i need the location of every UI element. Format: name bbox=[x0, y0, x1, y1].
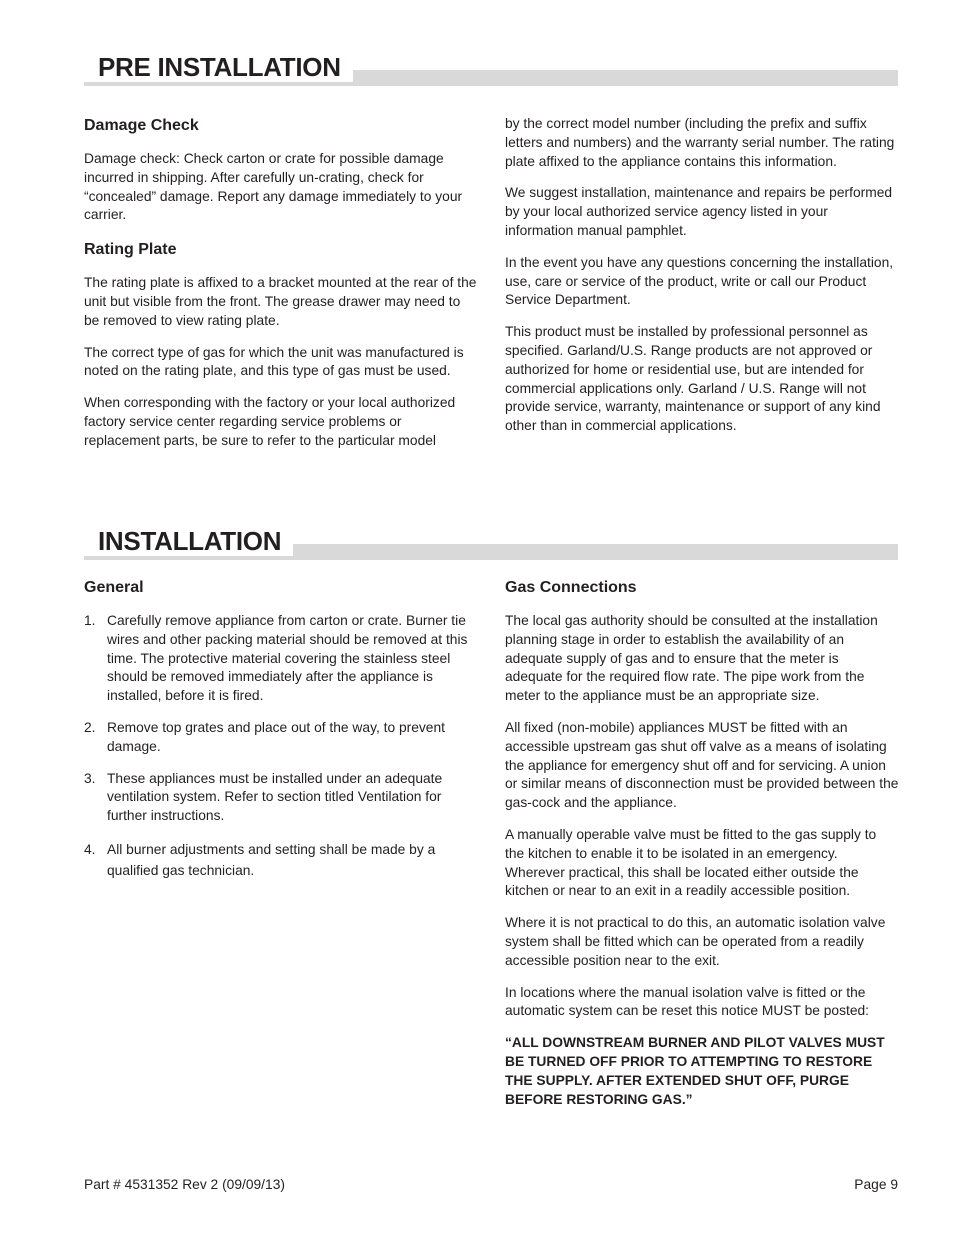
general-step-1 bbox=[84, 612, 478, 706]
pre-installation-title: PRE INSTALLATION bbox=[84, 52, 353, 82]
rating-plate-heading: Rating Plate bbox=[84, 241, 177, 259]
restore-gas-warning: “ALL DOWNSTREAM BURNER AND PILOT VALVES MUST BE TURNED OFF PRIOR TO ATTEMPTING TO RESTORE THE SUPPLY. AFTER EXTENDED SHUT OFF, PURGE BEFORE RESTORING GAS.” bbox=[505, 1035, 885, 1107]
commercial-use-paragraph: This product must be installed by professional personnel as specified. Garland/U.S. Range products are not approved or authorized for home or residential use, but are intended for commercial applications only. Garland / U.S. Range will not provide service, warranty, maintenance or support of any kind other than in commercial applications. bbox=[505, 324, 881, 434]
pre-installation-right-column bbox=[505, 115, 899, 436]
step-number: 2. bbox=[84, 719, 96, 735]
step-number: 1. bbox=[84, 613, 96, 628]
step-text: Remove top grates and place out of the way, to prevent damage. bbox=[107, 719, 445, 754]
rating-plate-paragraph-3: When corresponding with the factory or your local authorized factory service center regarding service problems or replacement parts, be sure to refer to the particular model bbox=[84, 395, 456, 448]
step-text: Carefully remove appliance from carton or crate. Burner tie wires and other packing material should be removed at this time. The protective material covering the stainless steel should be removed immediately after the appliance is installed, before it is fired. bbox=[107, 613, 468, 704]
pre-installation-left-column bbox=[84, 116, 478, 451]
step-number: 3. bbox=[84, 770, 96, 786]
gas-connections-column bbox=[505, 578, 899, 1109]
gas-connections-heading: Gas Connections bbox=[505, 579, 637, 596]
rating-plate-paragraph-2: The correct type of gas for which the unit was manufactured is noted on the rating plate, and this type of gas must be used. bbox=[84, 344, 464, 379]
damage-check-heading: Damage Check bbox=[84, 117, 199, 134]
general-step-3 bbox=[84, 770, 478, 826]
installation-title: INSTALLATION bbox=[84, 526, 293, 556]
notice-paragraph: In locations where the manual isolation valve is fitted or the automatic system can be reset this notice MUST be posted: bbox=[505, 984, 870, 1019]
damage-check-text: Damage check: Check carton or crate for possible damage incurred in shipping. After carefully un-crating, check for “concealed” damage. Report any damage immediately to your carrier. bbox=[84, 151, 463, 223]
general-column bbox=[84, 578, 478, 881]
shut-off-valve-paragraph: All fixed (non-mobile) appliances MUST be fitted with an accessible upstream gas shut off valve as a means of isolating the appliance for emergency shut off and for servicing. A union or similar means of disconnection must be provided between the gas-cock and the appliance. bbox=[505, 719, 899, 811]
gas-authority-paragraph: The local gas authority should be consulted at the installation planning stage in order to establish the availability of an adequate supply of gas and to ensure that the meter is adequate for the required flow rate. The pipe work from the meter to the appliance must be an appropriate size. bbox=[505, 613, 878, 704]
footer-part-number: Part # 4531352 Rev 2 (09/09/13) bbox=[84, 1177, 285, 1192]
step-number: 4. bbox=[84, 841, 96, 857]
general-step-4 bbox=[84, 839, 478, 881]
automatic-valve-paragraph: Where it is not practical to do this, an automatic isolation valve system shall be fitted which can be operated from a readily accessible position near to the exit. bbox=[505, 915, 886, 968]
general-step-2 bbox=[84, 719, 478, 757]
general-heading: General bbox=[84, 579, 144, 596]
rating-plate-paragraph-1: The rating plate is affixed to a bracket mounted at the rear of the unit but visible from the front. The grease drawer may need to be removed to view rating plate. bbox=[84, 275, 477, 328]
questions-paragraph: In the event you have any questions concerning the installation, use, care or service of the product, write or call our Product Service Department. bbox=[505, 254, 894, 308]
step-text: All burner adjustments and setting shall be made by a qualified gas technician. bbox=[107, 841, 436, 878]
manual-valve-paragraph: A manually operable valve must be fitted to the gas supply to the kitchen to enable it to be isolated in an emergency. Wherever practical, this shall be located either outside the kitchen or near to an exit in a readily accessible position. bbox=[505, 826, 877, 899]
step-text: These appliances must be installed under an adequate ventilation system. Refer to section titled Ventilation for further instructions. bbox=[107, 770, 443, 824]
service-agency-paragraph: We suggest installation, maintenance and repairs be performed by your local authorized service agency listed in your information manual pamphlet. bbox=[505, 185, 893, 238]
general-steps-list bbox=[84, 612, 478, 881]
model-number-paragraph: by the correct model number (including the prefix and suffix letters and numbers) and the warranty serial number. The rating plate affixed to the appliance contains this information. bbox=[505, 116, 895, 169]
footer-page-number: Page 9 bbox=[854, 1177, 898, 1192]
